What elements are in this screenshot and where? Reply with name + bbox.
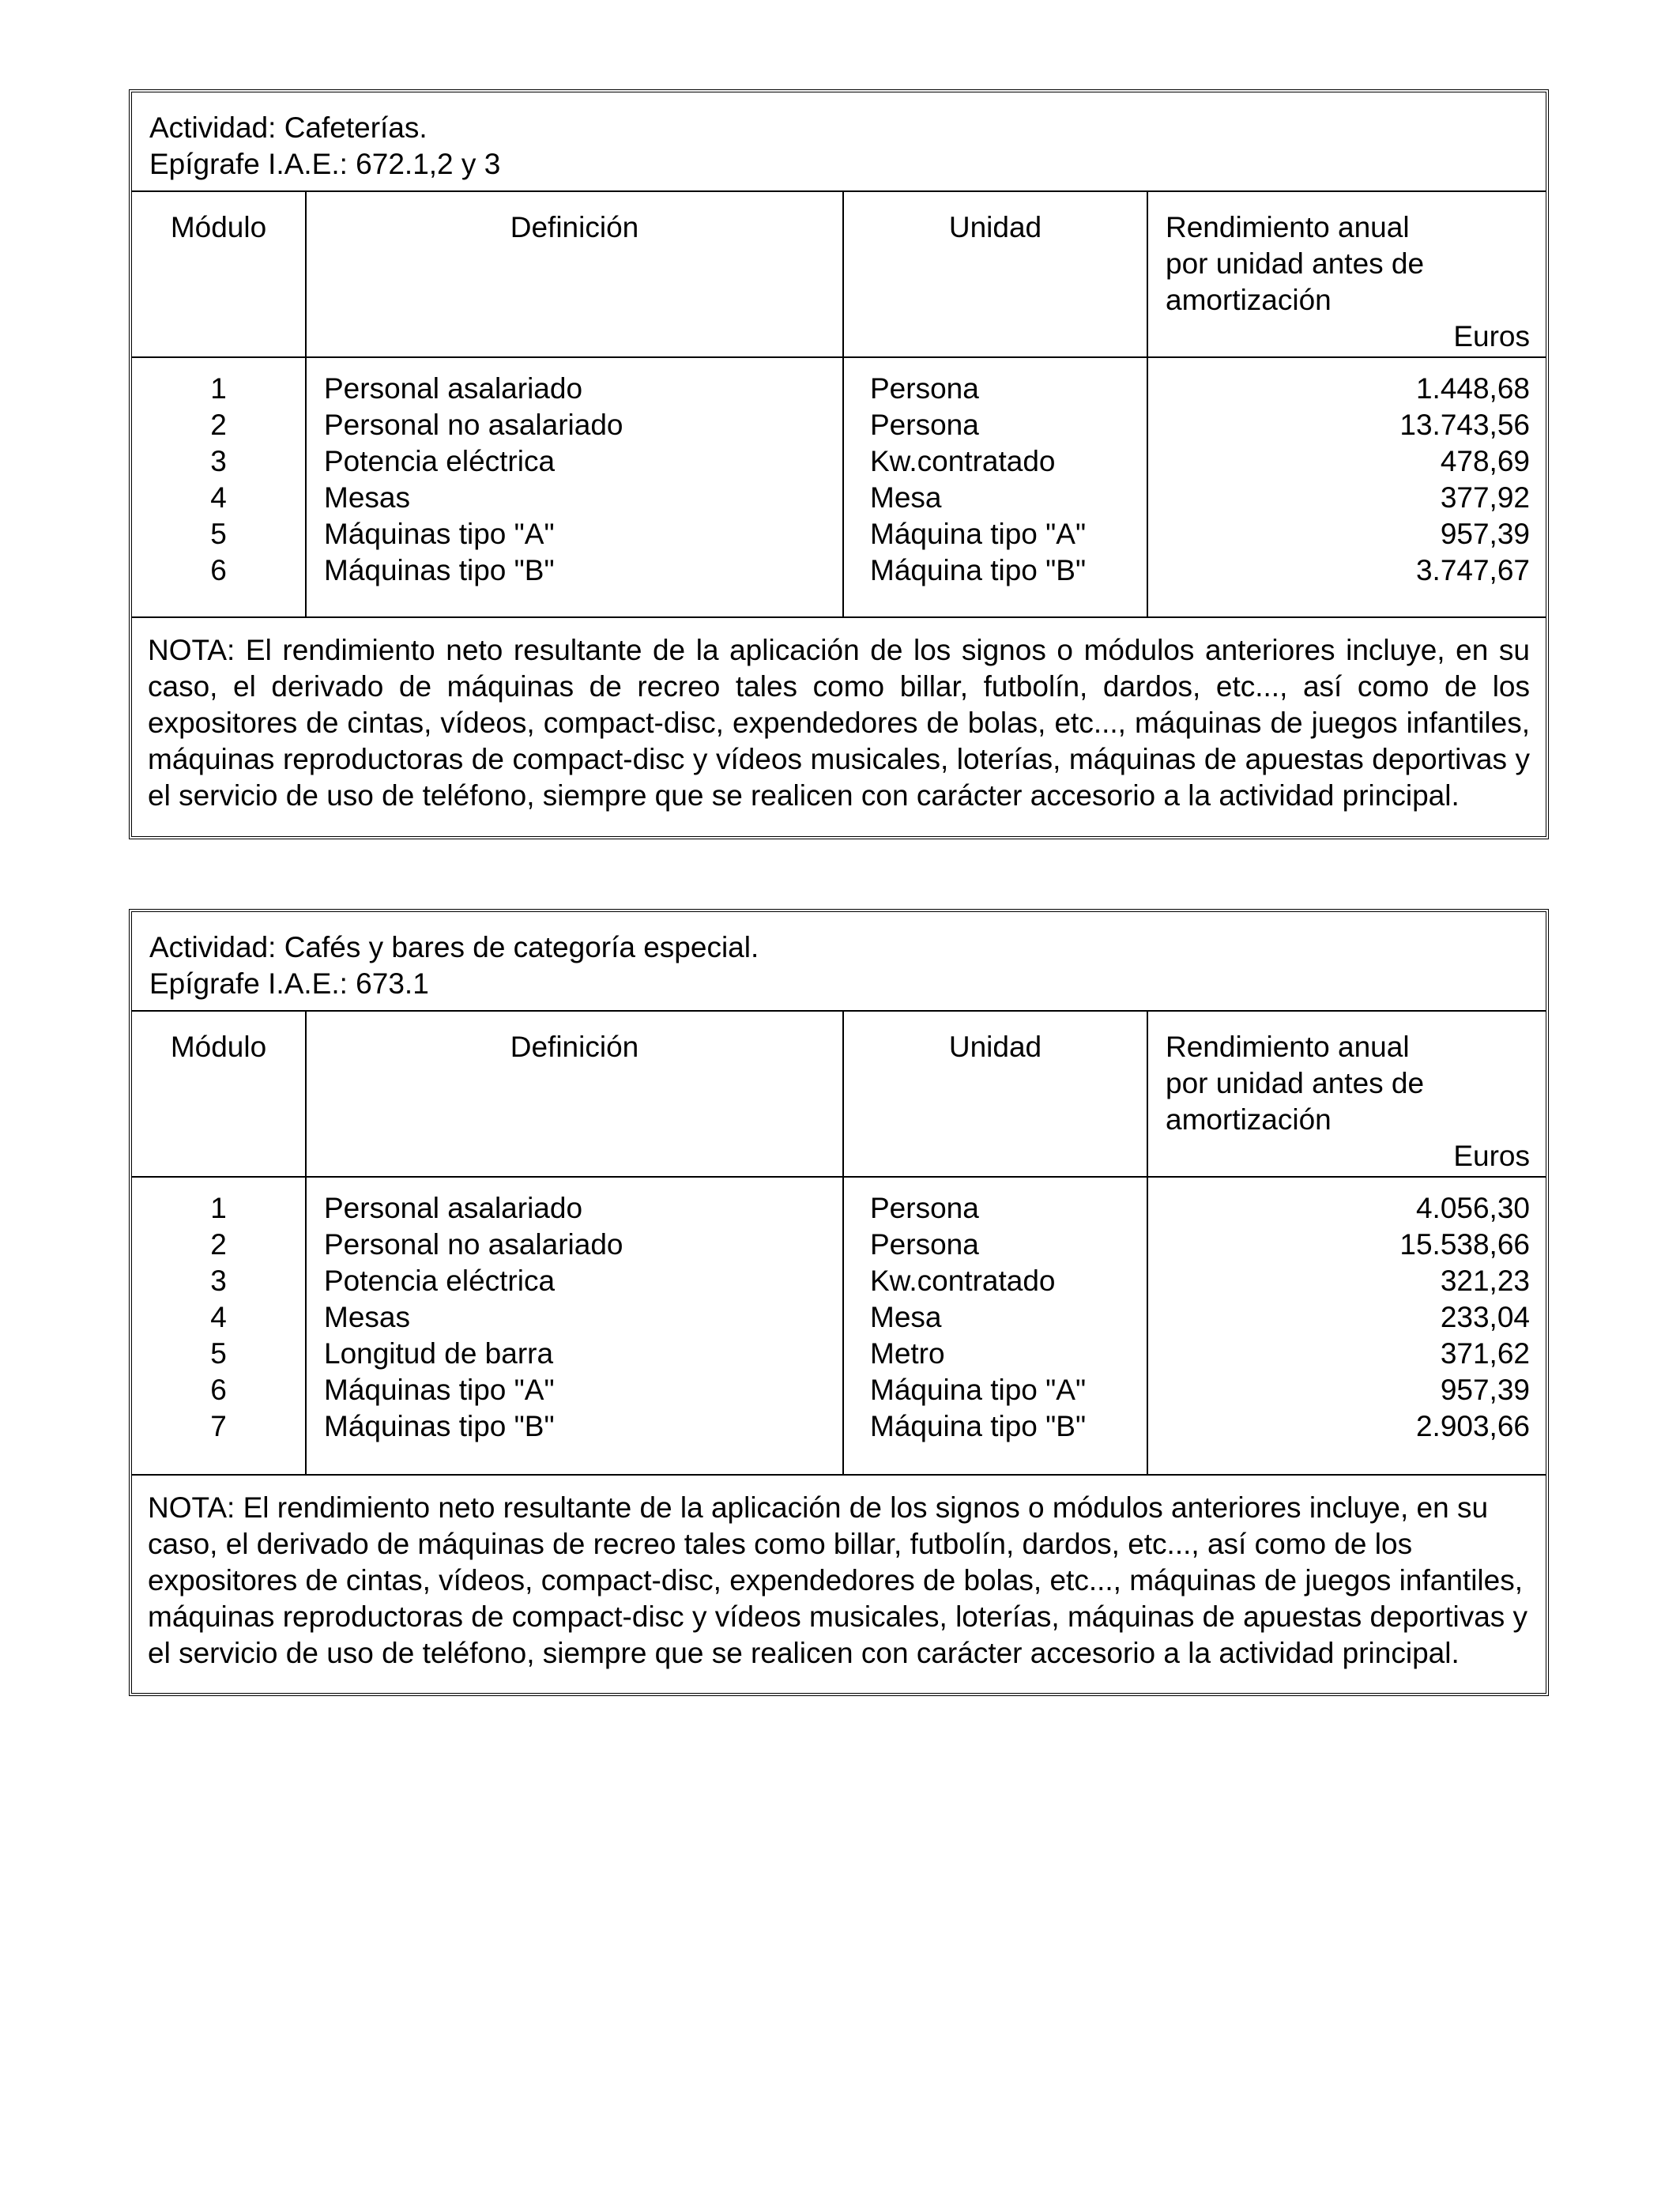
modulo-column [132,1177,306,1475]
activity-header [132,92,1546,191]
modulo-cell: 1 [210,1192,227,1224]
column-header-rendimiento [1147,1011,1546,1177]
modulos-table-cafeterias [129,89,1549,839]
rendimiento-cell: 233,04 [1440,1301,1530,1333]
definicion-cell: Longitud de barra [324,1337,554,1370]
rendimiento-header-line: por unidad antes de [1166,247,1425,280]
rendimiento-cell: 2.903,66 [1415,1410,1530,1442]
rendimiento-cell: 4.056,30 [1415,1192,1530,1224]
modulo-column [132,357,306,617]
definicion-cell: Máquinas tipo "A" [324,1374,555,1406]
definicion-cell: Personal asalariado [324,1192,583,1224]
unidad-cell: Kw.contratado [870,1265,1056,1297]
nota-text: NOTA: El rendimiento neto resultante de la aplicación de los signos o módulos anteriores incluye, en su caso, el derivado de máquinas de recreo tales como billar, futbolín, dardos, etc..., así como de los expositores de cintas, vídeos, compact-disc, expendedores de bolas, etc..., máquinas de juegos infantiles, máquinas reproductoras de compact-disc y vídeos musicales, loterías, máquinas de apuestas deportivas y el servicio de uso de teléfono, siempre que se realicen con carácter accesorio a la actividad principal. [148,1491,1528,1670]
modulo-cell: 5 [210,1337,227,1370]
rendimiento-cell: 13.743,56 [1399,409,1530,441]
modulo-cell: 1 [210,372,227,405]
column-header-row [132,1011,1546,1177]
modulos-table [132,92,1546,836]
unidad-cell: Máquina tipo "B" [870,1410,1087,1442]
modulo-cell: 2 [210,409,227,441]
rendimiento-cell: 957,39 [1440,518,1530,550]
activity-header [132,912,1546,1011]
rendimiento-column [1147,1177,1546,1475]
definicion-cell: Mesas [324,1301,410,1333]
unidad-cell: Kw.contratado [870,445,1056,477]
rendimiento-cell: 377,92 [1440,481,1530,514]
modulos-table [132,912,1546,1693]
rendimiento-cell: 15.538,66 [1399,1228,1530,1261]
epigrafe-label: Epígrafe I.A.E.: 673.1 [149,967,429,1000]
definicion-cell: Personal no asalariado [324,1228,623,1261]
definicion-cell: Potencia eléctrica [324,1265,556,1297]
unidad-cell: Persona [870,409,979,441]
table-body-row [132,1177,1546,1475]
unidad-cell: Persona [870,372,979,405]
column-header-unidad: Unidad [843,191,1147,357]
definicion-cell: Máquinas tipo "B" [324,1410,555,1442]
nota-text: NOTA: El rendimiento neto resultante de la aplicación de los signos o módulos anteriores incluye, en su caso, el derivado de máquinas de recreo tales como billar, futbolín, dardos, etc..., así como de los expositores de cintas, vídeos, compact-disc, expendedores de bolas, etc..., máquinas de juegos infantiles, máquinas reproductoras de compact-disc y vídeos musicales, loterías, máquinas de apuestas deportivas y el servicio de uso de teléfono, siempre que se realicen con carácter accesorio a la actividad principal. [148,634,1530,812]
definicion-cell: Personal asalariado [324,372,583,405]
column-header-unidad: Unidad [843,1011,1147,1177]
definicion-cell: Mesas [324,481,410,514]
rendimiento-cell: 3.747,67 [1415,554,1530,586]
table-body-row [132,357,1546,617]
actividad-label: Actividad: Cafés y bares de categoría especial. [149,931,759,963]
rendimiento-header-line: Rendimiento anual [1166,1031,1410,1063]
modulo-cell: 6 [210,1374,227,1406]
rendimiento-column [1147,357,1546,617]
modulo-cell: 3 [210,445,227,477]
column-header-modulo: Módulo [132,1011,306,1177]
unidad-cell: Máquina tipo "A" [870,518,1087,550]
unidad-cell: Persona [870,1192,979,1224]
unidad-column [843,1177,1147,1475]
column-header-definicion: Definición [306,1011,843,1177]
rendimiento-header-line: amortización [1166,1103,1332,1136]
modulo-cell: 4 [210,1301,227,1333]
definicion-cell: Potencia eléctrica [324,445,556,477]
rendimiento-cell: 321,23 [1440,1265,1530,1297]
unidad-cell: Persona [870,1228,979,1261]
unidad-cell: Mesa [870,481,942,514]
modulo-cell: 7 [210,1410,227,1442]
modulo-cell: 5 [210,518,227,550]
rendimiento-cell: 478,69 [1440,445,1530,477]
modulos-table-cafes-bares [129,909,1549,1696]
rendimiento-header-line: amortización [1166,284,1332,316]
rendimiento-header-line: por unidad antes de [1166,1067,1425,1099]
epigrafe-label: Epígrafe I.A.E.: 672.1,2 y 3 [149,148,501,180]
rendimiento-unit-label: Euros [1453,320,1530,352]
modulo-cell: 3 [210,1265,227,1297]
unidad-cell: Mesa [870,1301,942,1333]
unidad-cell: Metro [870,1337,945,1370]
modulo-cell: 2 [210,1228,227,1261]
column-header-row [132,191,1546,357]
column-header-modulo: Módulo [132,191,306,357]
rendimiento-cell: 371,62 [1440,1337,1530,1370]
modulo-cell: 4 [210,481,227,514]
rendimiento-header-line: Rendimiento anual [1166,211,1410,243]
column-header-definicion: Definición [306,191,843,357]
rendimiento-unit-label: Euros [1453,1140,1530,1172]
actividad-label: Actividad: Cafeterías. [149,111,428,144]
unidad-column [843,357,1147,617]
unidad-cell: Máquina tipo "B" [870,554,1087,586]
definicion-cell: Máquinas tipo "B" [324,554,555,586]
definicion-column [306,1177,843,1475]
unidad-cell: Máquina tipo "A" [870,1374,1087,1406]
modulo-cell: 6 [210,554,227,586]
definicion-cell: Personal no asalariado [324,409,623,441]
rendimiento-cell: 957,39 [1440,1374,1530,1406]
definicion-column [306,357,843,617]
definicion-cell: Máquinas tipo "A" [324,518,555,550]
column-header-rendimiento [1147,191,1546,357]
rendimiento-cell: 1.448,68 [1415,372,1530,405]
